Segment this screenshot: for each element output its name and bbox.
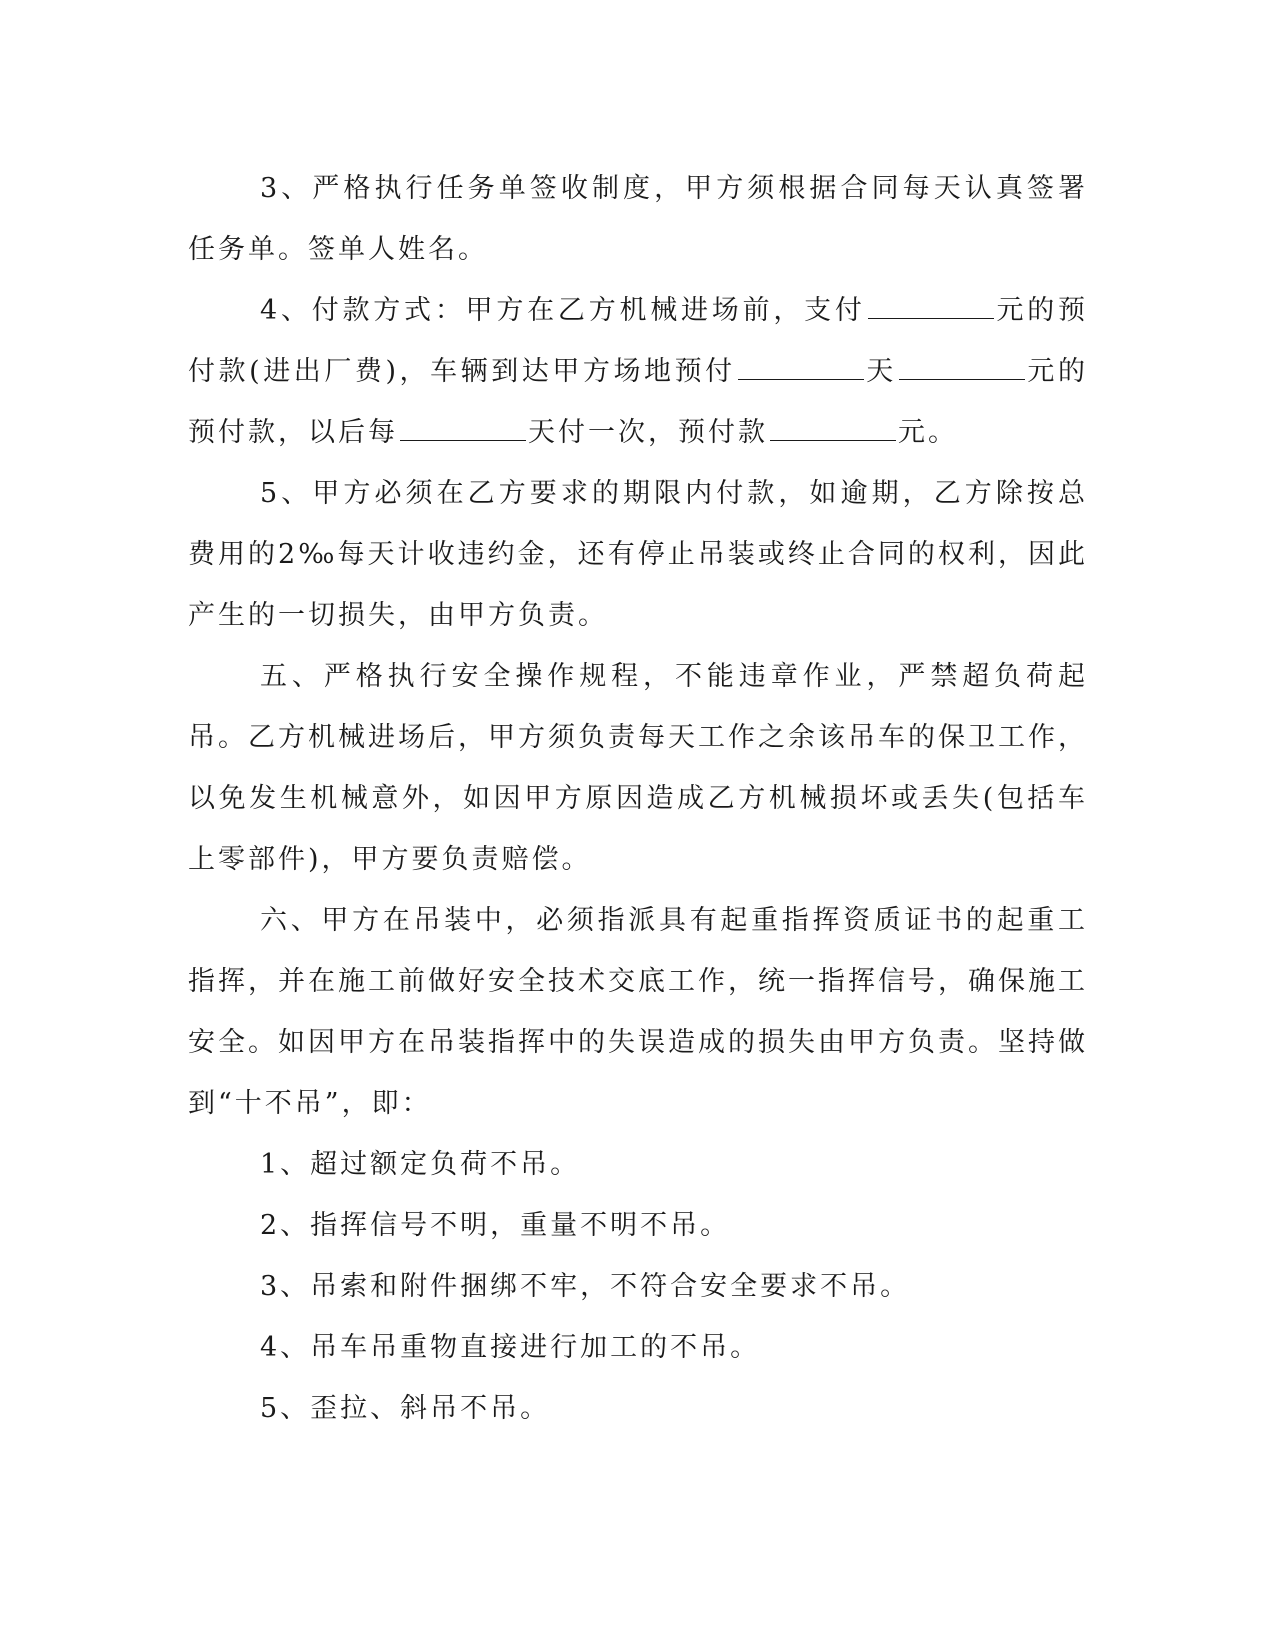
payment-text-3: 天 [865, 356, 897, 387]
payment-text-2: 元的预付款(进出厂费)，车辆到达甲方场地预付 [188, 295, 1088, 387]
document-body [188, 158, 1088, 1439]
list-item-rule-2: 2、指挥信号不明，重量不明不吊。 [260, 1210, 731, 1241]
list-item-rule-5: 5、歪拉、斜吊不吊。 [260, 1393, 551, 1424]
paragraph-section-six-command: 六、甲方在吊装中，必须指派具有起重指挥资质证书的起重工指挥，并在施工前做好安全技术交底工作，统一指挥信号，确保施工安全。如因甲方在吊装指挥中的失误造成的损失由甲方负责。坚持做到“十不吊”，即： [188, 905, 1088, 1119]
paragraph-overdue-penalty: 5、甲方必须在乙方要求的期限内付款，如逾期，乙方除按总费用的2‰每天计收违约金，还有停止吊装或终止合同的权利，因此产生的一切损失，由甲方负责。 [188, 478, 1088, 631]
payment-text-5: 天付一次，预付款 [528, 417, 768, 448]
paragraph-payment-method [188, 280, 1088, 463]
blank-field-interval-days [400, 418, 526, 441]
payment-text-6: 元。 [898, 417, 958, 448]
blank-field-recurring-amount [770, 418, 896, 441]
blank-field-site-prepayment [899, 357, 1025, 380]
blank-field-prepayment-amount [868, 296, 994, 319]
paragraph-task-sign: 3、严格执行任务单签收制度，甲方须根据合同每天认真签署任务单。签单人姓名。 [188, 173, 1088, 265]
list-item-rule-4: 4、吊车吊重物直接进行加工的不吊。 [260, 1332, 761, 1363]
payment-text-1: 4、付款方式：甲方在乙方机械进场前，支付 [260, 295, 866, 326]
paragraph-section-five-safety: 五、严格执行安全操作规程，不能违章作业，严禁超负荷起吊。乙方机械进场后，甲方须负责每天工作之余该吊车的保卫工作，以免发生机械意外，如因甲方原因造成乙方机械损坏或丢失(包括车上零部件)，甲方要负责赔偿。 [188, 661, 1088, 875]
list-item-rule-3: 3、吊索和附件捆绑不牢，不符合安全要求不吊。 [260, 1271, 911, 1302]
payment-text-4: 元的预付款，以后每 [188, 356, 1088, 448]
list-item-rule-1: 1、超过额定负荷不吊。 [260, 1149, 581, 1180]
blank-field-days [738, 357, 864, 380]
